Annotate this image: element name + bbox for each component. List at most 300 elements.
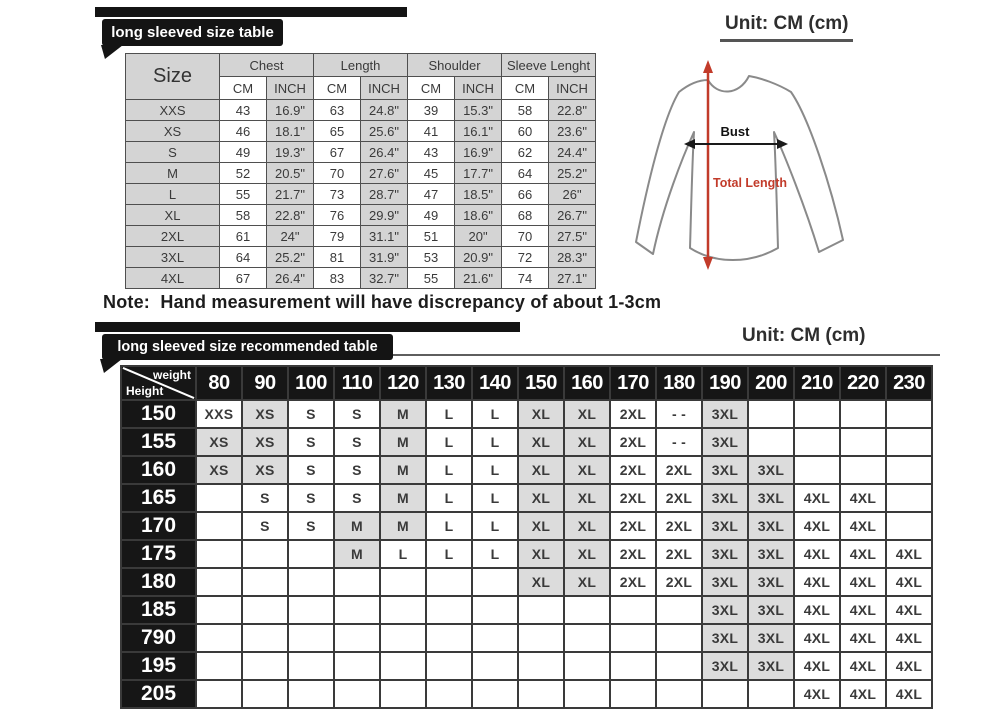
recommend-table-row — [121, 512, 932, 540]
size-table-value: 18.5" — [455, 184, 502, 205]
size-table-value: 55 — [220, 184, 267, 205]
size-table-subheader-cm: CM — [314, 77, 361, 100]
recommend-cell: XL — [564, 484, 610, 512]
size-table-value: 31.1" — [361, 226, 408, 247]
recommend-table-body — [121, 400, 932, 708]
recommend-cell: 2XL — [656, 484, 702, 512]
recommend-cell — [840, 400, 886, 428]
recommend-cell — [426, 568, 472, 596]
recommend-cell — [472, 624, 518, 652]
size-table-value: 43 — [220, 100, 267, 121]
size-table-value: 28.3" — [549, 247, 596, 268]
recommend-table-row — [121, 568, 932, 596]
recommend-cell: 3XL — [748, 568, 794, 596]
total-length-arrowhead-top — [703, 60, 713, 73]
recommend-cell: 4XL — [840, 680, 886, 708]
size-table-value: 70 — [314, 163, 361, 184]
recommend-cell — [242, 624, 288, 652]
recommend-cell: 4XL — [886, 624, 932, 652]
recommend-cell — [242, 540, 288, 568]
recommend-cell: XS — [242, 428, 288, 456]
size-table-group-header: Chest — [220, 54, 314, 77]
recommend-cell: 3XL — [748, 540, 794, 568]
size-table-subheader-inch: INCH — [361, 77, 408, 100]
size-table-value: 17.7" — [455, 163, 502, 184]
recommend-cell: 3XL — [748, 596, 794, 624]
size-table-group-header: Shoulder — [408, 54, 502, 77]
recommend-cell — [288, 624, 334, 652]
weight-header: 220 — [840, 366, 886, 400]
recommend-cell: L — [426, 540, 472, 568]
recommend-table-row — [121, 680, 932, 708]
recommend-cell: 3XL — [748, 484, 794, 512]
recommend-cell — [426, 596, 472, 624]
recommend-cell: 4XL — [840, 568, 886, 596]
height-label: 165 — [121, 484, 196, 512]
size-table-value: 67 — [220, 268, 267, 289]
recommend-cell: L — [426, 400, 472, 428]
recommend-cell: S — [334, 428, 380, 456]
bottom-divider-line — [392, 354, 940, 356]
recommend-cell: 4XL — [886, 680, 932, 708]
weight-header: 180 — [656, 366, 702, 400]
bottom-banner-tail — [100, 359, 122, 373]
recommend-cell: M — [334, 512, 380, 540]
size-table-value: 64 — [502, 163, 549, 184]
size-table-value: 41 — [408, 121, 455, 142]
recommend-cell — [196, 680, 242, 708]
size-table-value: 43 — [408, 142, 455, 163]
size-table-value: 83 — [314, 268, 361, 289]
recommend-cell: S — [288, 400, 334, 428]
bottom-banner-bar — [95, 322, 520, 332]
size-table-size-label: S — [126, 142, 220, 163]
size-table-value: 25.6" — [361, 121, 408, 142]
recommend-cell: 2XL — [610, 400, 656, 428]
size-table-value: 26.4" — [267, 268, 314, 289]
recommend-cell: S — [288, 484, 334, 512]
recommend-cell: 2XL — [610, 512, 656, 540]
size-table-value: 39 — [408, 100, 455, 121]
recommend-cell: S — [288, 512, 334, 540]
recommend-cell: 3XL — [702, 400, 748, 428]
weight-header: 110 — [334, 366, 380, 400]
recommend-cell — [288, 680, 334, 708]
recommend-cell: S — [288, 428, 334, 456]
size-table-value: 68 — [502, 205, 549, 226]
recommend-cell — [840, 456, 886, 484]
size-table-value: 27.1" — [549, 268, 596, 289]
size-table-value: 23.6" — [549, 121, 596, 142]
recommend-cell — [748, 428, 794, 456]
corner-height-label: Height — [126, 384, 164, 398]
height-label: 155 — [121, 428, 196, 456]
recommend-cell: 3XL — [702, 484, 748, 512]
size-table-value: 26.4" — [361, 142, 408, 163]
size-table-size-label: XS — [126, 121, 220, 142]
size-table-subheader-cm: CM — [408, 77, 455, 100]
recommend-cell: 2XL — [610, 484, 656, 512]
recommend-cell: L — [472, 512, 518, 540]
recommend-cell: 4XL — [794, 568, 840, 596]
recommend-cell: S — [242, 512, 288, 540]
size-table-value: 24.4" — [549, 142, 596, 163]
recommend-table-row — [121, 484, 932, 512]
recommend-cell: M — [380, 456, 426, 484]
recommend-cell: XL — [564, 568, 610, 596]
recommend-cell: 4XL — [794, 680, 840, 708]
size-table-value: 18.6" — [455, 205, 502, 226]
recommend-cell: XL — [564, 400, 610, 428]
recommend-cell: - - — [656, 400, 702, 428]
recommend-cell — [196, 540, 242, 568]
recommend-cell — [426, 680, 472, 708]
weight-header: 90 — [242, 366, 288, 400]
recommend-cell: XL — [518, 428, 564, 456]
recommend-cell: L — [472, 400, 518, 428]
recommend-table-row — [121, 400, 932, 428]
recommend-cell — [610, 624, 656, 652]
recommend-cell: 2XL — [610, 428, 656, 456]
recommend-cell: L — [472, 484, 518, 512]
height-label: 185 — [121, 596, 196, 624]
size-table-size-label: XL — [126, 205, 220, 226]
recommend-table — [120, 365, 933, 709]
recommend-cell: 4XL — [794, 540, 840, 568]
recommend-cell: L — [426, 484, 472, 512]
recommend-cell — [886, 456, 932, 484]
recommend-cell — [380, 596, 426, 624]
recommend-cell: M — [334, 540, 380, 568]
height-label: 205 — [121, 680, 196, 708]
size-table-value: 22.8" — [549, 100, 596, 121]
recommend-cell: 4XL — [794, 484, 840, 512]
total-length-arrowhead-bottom — [703, 257, 713, 270]
recommend-cell — [380, 652, 426, 680]
recommend-cell: 3XL — [702, 568, 748, 596]
recommend-cell: 4XL — [794, 652, 840, 680]
recommend-cell: L — [472, 428, 518, 456]
recommend-cell: 3XL — [702, 456, 748, 484]
recommend-cell — [334, 680, 380, 708]
size-table-value: 18.1" — [267, 121, 314, 142]
recommend-table-row — [121, 596, 932, 624]
size-table-value: 60 — [502, 121, 549, 142]
size-table-size-label: 2XL — [126, 226, 220, 247]
size-table-value: 64 — [220, 247, 267, 268]
size-table-value: 67 — [314, 142, 361, 163]
recommend-cell: 4XL — [886, 596, 932, 624]
corner-weight-label: weight — [153, 368, 191, 382]
recommend-cell — [840, 428, 886, 456]
size-table-row — [126, 142, 596, 163]
size-table-row — [126, 163, 596, 184]
size-table-value: 32.7" — [361, 268, 408, 289]
top-banner — [102, 19, 283, 46]
recommend-cell — [564, 624, 610, 652]
size-table-value: 24" — [267, 226, 314, 247]
weight-header: 230 — [886, 366, 932, 400]
recommend-cell: XL — [564, 540, 610, 568]
size-table-size-label: M — [126, 163, 220, 184]
recommend-cell — [610, 680, 656, 708]
recommend-cell: 3XL — [702, 624, 748, 652]
recommend-cell: 2XL — [656, 540, 702, 568]
note-text: Note: Hand measurement will have discrepancy of about 1-3cm — [103, 292, 662, 312]
size-table-group-header: Sleeve Lenght — [502, 54, 596, 77]
recommend-cell: L — [472, 540, 518, 568]
recommend-cell — [518, 624, 564, 652]
recommend-cell — [380, 624, 426, 652]
size-table-subheader-cm: CM — [220, 77, 267, 100]
recommend-table-row — [121, 540, 932, 568]
recommend-cell — [472, 652, 518, 680]
height-label: 175 — [121, 540, 196, 568]
size-table-value: 52 — [220, 163, 267, 184]
recommend-cell — [656, 596, 702, 624]
size-table-size-label: 3XL — [126, 247, 220, 268]
size-table-value: 49 — [408, 205, 455, 226]
size-table-value: 27.6" — [361, 163, 408, 184]
size-table — [125, 53, 596, 289]
recommend-cell: 3XL — [702, 596, 748, 624]
size-table-value: 25.2" — [267, 247, 314, 268]
recommend-cell: M — [380, 484, 426, 512]
size-table-value: 31.9" — [361, 247, 408, 268]
size-table-value: 58 — [502, 100, 549, 121]
size-table-head — [126, 54, 596, 100]
recommend-cell — [426, 652, 472, 680]
recommend-cell — [564, 652, 610, 680]
size-table-row — [126, 100, 596, 121]
size-table-value: 24.8" — [361, 100, 408, 121]
recommend-cell: 4XL — [886, 652, 932, 680]
size-table-value: 72 — [502, 247, 549, 268]
size-table-value: 66 — [502, 184, 549, 205]
weight-header: 120 — [380, 366, 426, 400]
recommend-table-head-row — [121, 366, 932, 400]
size-table-group-header: Length — [314, 54, 408, 77]
size-table-value: 16.1" — [455, 121, 502, 142]
bottom-banner — [102, 334, 393, 360]
recommend-cell — [242, 680, 288, 708]
recommend-cell: XS — [242, 456, 288, 484]
recommend-cell: 4XL — [840, 484, 886, 512]
recommend-cell — [656, 680, 702, 708]
recommend-cell: 4XL — [840, 540, 886, 568]
recommend-cell: 3XL — [748, 456, 794, 484]
height-label: 160 — [121, 456, 196, 484]
recommend-cell: XL — [564, 428, 610, 456]
recommend-table-row — [121, 624, 932, 652]
weight-header: 80 — [196, 366, 242, 400]
recommend-cell: XL — [518, 512, 564, 540]
recommend-cell: XL — [518, 456, 564, 484]
top-unit-label: Unit: CM (cm) — [720, 13, 853, 42]
size-table-size-label: 4XL — [126, 268, 220, 289]
recommend-cell: 3XL — [748, 624, 794, 652]
recommend-cell: XL — [518, 400, 564, 428]
recommend-cell: S — [334, 456, 380, 484]
recommend-cell — [472, 680, 518, 708]
recommend-cell: 4XL — [886, 568, 932, 596]
recommend-cell — [610, 652, 656, 680]
size-table-body — [126, 100, 596, 289]
recommend-cell — [610, 596, 656, 624]
recommend-cell — [334, 624, 380, 652]
recommend-cell — [886, 400, 932, 428]
size-table-value: 63 — [314, 100, 361, 121]
height-label: 195 — [121, 652, 196, 680]
size-table-value: 74 — [502, 268, 549, 289]
weight-header: 190 — [702, 366, 748, 400]
recommend-cell: M — [380, 512, 426, 540]
recommend-cell — [794, 428, 840, 456]
size-table-row — [126, 184, 596, 205]
weight-header: 150 — [518, 366, 564, 400]
recommend-cell: L — [426, 428, 472, 456]
recommend-cell — [472, 568, 518, 596]
recommend-cell — [196, 512, 242, 540]
height-label: 790 — [121, 624, 196, 652]
recommend-cell: L — [380, 540, 426, 568]
recommend-cell — [334, 652, 380, 680]
size-table-value: 62 — [502, 142, 549, 163]
recommend-cell: 4XL — [840, 652, 886, 680]
recommend-cell: 2XL — [656, 456, 702, 484]
size-table-row — [126, 121, 596, 142]
size-table-subheader-cm: CM — [502, 77, 549, 100]
weight-header: 160 — [564, 366, 610, 400]
recommend-cell: XS — [196, 428, 242, 456]
size-table-value: 19.3" — [267, 142, 314, 163]
recommend-cell: XS — [242, 400, 288, 428]
recommend-cell: - - — [656, 428, 702, 456]
size-table-value: 26.7" — [549, 205, 596, 226]
recommend-cell — [656, 624, 702, 652]
size-table-value: 20.5" — [267, 163, 314, 184]
recommend-cell: 4XL — [840, 624, 886, 652]
recommend-cell: XXS — [196, 400, 242, 428]
top-banner-tail — [101, 45, 123, 59]
size-table-value: 79 — [314, 226, 361, 247]
recommend-cell — [426, 624, 472, 652]
recommend-cell: XL — [564, 456, 610, 484]
size-table-row — [126, 268, 596, 289]
size-table-value: 21.6" — [455, 268, 502, 289]
recommend-cell: 4XL — [794, 596, 840, 624]
recommend-cell — [518, 652, 564, 680]
recommend-cell — [334, 568, 380, 596]
recommend-cell — [288, 568, 334, 596]
recommend-cell: XL — [518, 568, 564, 596]
recommend-cell: 2XL — [610, 540, 656, 568]
size-table-value: 58 — [220, 205, 267, 226]
recommend-cell: 3XL — [702, 428, 748, 456]
size-table-size-label: XXS — [126, 100, 220, 121]
weight-header: 210 — [794, 366, 840, 400]
recommend-cell: S — [334, 484, 380, 512]
recommend-cell — [380, 680, 426, 708]
recommend-cell: 3XL — [702, 512, 748, 540]
size-table-value: 28.7" — [361, 184, 408, 205]
recommend-cell — [886, 512, 932, 540]
recommend-cell: 4XL — [794, 512, 840, 540]
recommend-table-row — [121, 456, 932, 484]
size-table-value: 65 — [314, 121, 361, 142]
height-label: 180 — [121, 568, 196, 596]
height-label: 150 — [121, 400, 196, 428]
size-table-value: 49 — [220, 142, 267, 163]
size-table-corner: Size — [126, 54, 220, 100]
weight-header: 170 — [610, 366, 656, 400]
recommend-cell: 4XL — [794, 624, 840, 652]
bottom-unit-label: Unit: CM (cm) — [742, 325, 866, 346]
size-table-subheader-inch: INCH — [549, 77, 596, 100]
size-table-value: 15.3" — [455, 100, 502, 121]
recommend-cell: 2XL — [610, 456, 656, 484]
recommend-cell: S — [334, 400, 380, 428]
recommend-cell: 2XL — [610, 568, 656, 596]
size-table-value: 16.9" — [267, 100, 314, 121]
recommend-cell: 3XL — [748, 652, 794, 680]
size-table-value: 53 — [408, 247, 455, 268]
size-table-subheader-inch: INCH — [455, 77, 502, 100]
recommend-cell — [196, 484, 242, 512]
recommend-cell — [748, 680, 794, 708]
recommend-cell: 4XL — [840, 596, 886, 624]
size-table-row — [126, 226, 596, 247]
recommend-cell — [702, 680, 748, 708]
recommend-cell — [518, 596, 564, 624]
recommend-table-row — [121, 428, 932, 456]
size-table-value: 46 — [220, 121, 267, 142]
shirt-outline-icon — [636, 76, 843, 260]
recommend-cell: XL — [518, 484, 564, 512]
bottom-banner-label: long sleeved size recommended table — [117, 339, 378, 355]
size-table-value: 21.7" — [267, 184, 314, 205]
recommend-cell: 2XL — [656, 512, 702, 540]
recommend-cell: S — [242, 484, 288, 512]
size-table-value: 20" — [455, 226, 502, 247]
shirt-diagram — [635, 56, 880, 294]
size-table-value: 76 — [314, 205, 361, 226]
size-table-subheader-inch: INCH — [267, 77, 314, 100]
recommend-cell: 4XL — [886, 540, 932, 568]
size-table-row — [126, 247, 596, 268]
weight-header: 130 — [426, 366, 472, 400]
weight-height-corner — [121, 366, 196, 400]
recommend-cell: 4XL — [840, 512, 886, 540]
size-table-value: 73 — [314, 184, 361, 205]
size-table-value: 55 — [408, 268, 455, 289]
total-length-label: Total Length — [713, 176, 788, 190]
recommend-cell — [242, 596, 288, 624]
recommend-cell: 3XL — [748, 512, 794, 540]
weight-header: 140 — [472, 366, 518, 400]
top-banner-bar — [95, 7, 407, 17]
recommend-cell: 2XL — [656, 568, 702, 596]
size-table-value: 22.8" — [267, 205, 314, 226]
recommend-cell: M — [380, 428, 426, 456]
recommend-cell — [794, 456, 840, 484]
size-table-value: 45 — [408, 163, 455, 184]
recommend-cell — [242, 652, 288, 680]
size-table-value: 47 — [408, 184, 455, 205]
size-table-value: 81 — [314, 247, 361, 268]
recommend-cell: XL — [518, 540, 564, 568]
size-table-value: 20.9" — [455, 247, 502, 268]
